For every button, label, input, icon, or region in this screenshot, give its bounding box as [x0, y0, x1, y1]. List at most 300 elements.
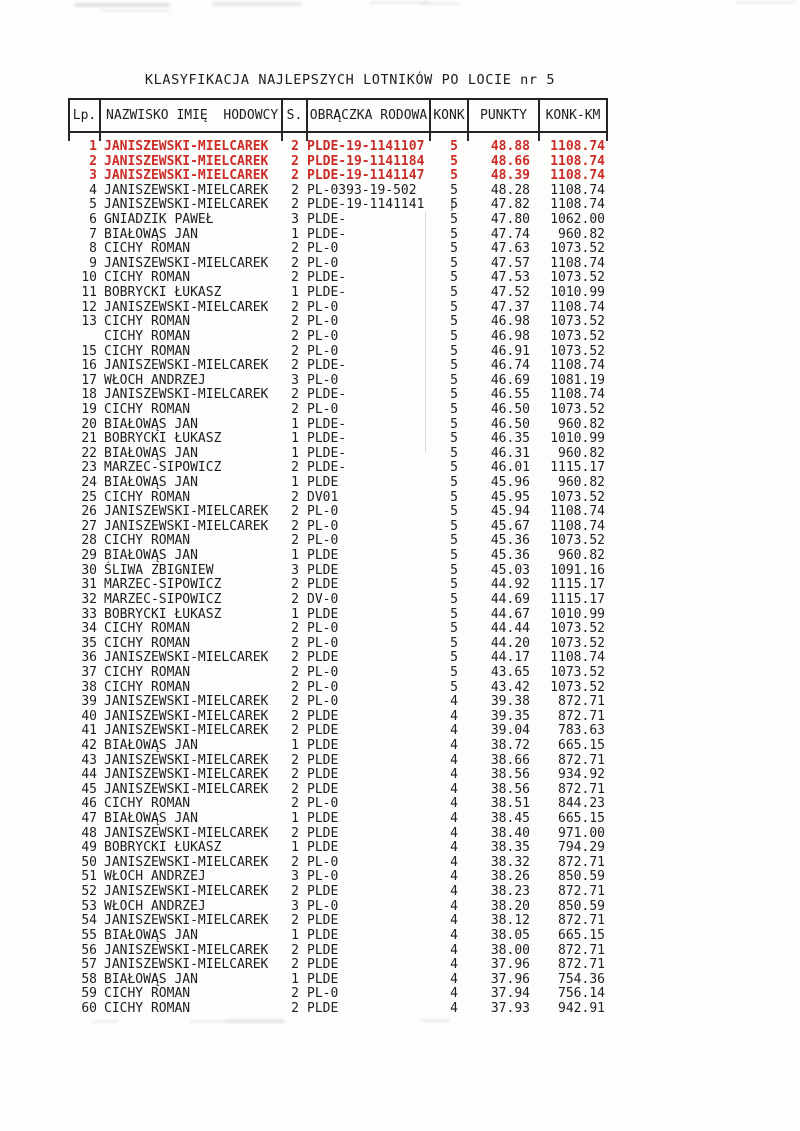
cell-punkty: 48.66	[490, 153, 530, 169]
cell-ring: PLDE-	[307, 416, 347, 432]
cell-ring: PLDE	[307, 927, 339, 943]
header-cell-sex: S.	[283, 100, 308, 131]
cell-spacer	[299, 184, 307, 199]
cell-lp: 11	[81, 285, 97, 301]
cell-ring: PLDE	[307, 825, 339, 841]
cell-lp: 1	[89, 139, 97, 154]
cell-name: JANISZEWSKI-MIELCAREK	[104, 767, 269, 783]
cell-name: JANISZEWSKI-MIELCAREK	[104, 518, 269, 534]
cell-konkkm: 872.71	[558, 913, 605, 929]
cell-konkkm: 1108.74	[550, 168, 605, 184]
cell-spacer	[299, 476, 307, 491]
table-row	[68, 242, 608, 257]
cell-konk: 5	[450, 606, 458, 622]
table-row	[68, 315, 608, 330]
cell-konk: 4	[450, 957, 458, 973]
table-row	[68, 987, 608, 1002]
cell-punkty: 47.37	[490, 299, 530, 315]
cell-spacer	[299, 198, 307, 213]
cell-konk: 5	[450, 358, 458, 374]
cell-spacer	[97, 754, 104, 769]
cell-name: BIAŁOWĄS JAN	[104, 548, 198, 564]
cell-sex: 2	[291, 139, 299, 154]
table-row	[68, 286, 608, 301]
table-row	[68, 418, 608, 433]
cell-sex: 2	[291, 650, 299, 666]
cell-punkty: 37.93	[490, 1000, 530, 1016]
cell-konk: 4	[450, 781, 458, 797]
cell-sex: 2	[291, 518, 299, 534]
cell-konkkm: 1073.52	[550, 489, 605, 505]
cell-name: BIAŁOWĄS JAN	[104, 226, 198, 242]
cell-name: BIAŁOWĄS JAN	[104, 927, 198, 943]
cell-spacer	[299, 549, 307, 564]
cell-sex: 1	[291, 811, 299, 827]
cell-spacer	[299, 271, 307, 286]
cell-spacer	[97, 345, 104, 360]
cell-konk: 4	[450, 840, 458, 856]
cell-spacer	[299, 681, 307, 696]
cell-konk: 4	[450, 694, 458, 710]
cell-sex: 1	[291, 606, 299, 622]
cell-spacer	[97, 198, 104, 213]
cell-lp	[68, 330, 97, 345]
cell-sex: 2	[291, 577, 299, 593]
table-row	[68, 622, 608, 637]
table-row	[68, 929, 608, 944]
scan-smudge	[735, 1, 795, 4]
cell-spacer	[97, 271, 104, 286]
cell-lp: 46	[81, 796, 97, 812]
cell-name: CICHY ROMAN	[104, 328, 191, 344]
cell-spacer	[97, 549, 104, 564]
cell-lp: 31	[81, 577, 97, 593]
cell-lp: 44	[81, 767, 97, 783]
cell-konkkm: 872.71	[558, 708, 605, 724]
cell-lp: 54	[81, 913, 97, 929]
cell-lp: 49	[81, 840, 97, 856]
cell-spacer	[97, 418, 104, 433]
cell-konk: 5	[450, 212, 458, 228]
cell-konk: 4	[450, 752, 458, 768]
cell-konkkm: 1108.74	[550, 299, 605, 315]
cell-sex: 2	[291, 299, 299, 315]
cell-sex: 2	[291, 358, 299, 374]
table-row	[68, 914, 608, 929]
table-row	[68, 359, 608, 374]
table-row	[68, 447, 608, 462]
cell-name: JANISZEWSKI-MIELCAREK	[104, 884, 269, 900]
cell-spacer	[299, 491, 307, 506]
cell-konkkm: 1073.52	[550, 241, 605, 257]
cell-lp: 55	[81, 927, 97, 943]
cell-spacer	[97, 242, 104, 257]
cell-konkkm: 1073.52	[550, 401, 605, 417]
cell-konk: 5	[450, 387, 458, 403]
cell-punkty: 45.95	[490, 489, 530, 505]
cell-ring: PLDE-	[307, 212, 347, 228]
cell-lp: 17	[81, 372, 97, 388]
cell-punkty: 46.74	[490, 358, 530, 374]
table-row	[68, 681, 608, 696]
cell-punkty: 47.80	[490, 212, 530, 228]
cell-konk: 5	[450, 270, 458, 286]
cell-punkty: 38.32	[490, 854, 530, 870]
cell-punkty: 38.23	[490, 884, 530, 900]
cell-lp: 16	[81, 358, 97, 374]
cell-punkty: 37.94	[490, 986, 530, 1002]
table-row	[68, 271, 608, 286]
cell-ring: PLDE	[307, 971, 339, 987]
cell-spacer	[299, 228, 307, 243]
cell-ring: PL-0	[307, 401, 339, 417]
cell-ring: PLDE	[307, 752, 339, 768]
cell-spacer	[97, 885, 104, 900]
cell-konk: 5	[450, 621, 458, 637]
cell-sex: 2	[291, 533, 299, 549]
cell-sex: 2	[291, 635, 299, 651]
cell-spacer	[97, 359, 104, 374]
cell-punkty: 37.96	[490, 971, 530, 987]
cell-konk: 5	[450, 153, 458, 169]
table-row	[68, 637, 608, 652]
cell-spacer	[97, 841, 104, 856]
table-row	[68, 403, 608, 418]
cell-konk: 5	[450, 445, 458, 461]
cell-sex: 2	[291, 591, 299, 607]
cell-sex: 1	[291, 475, 299, 491]
cell-spacer	[97, 929, 104, 944]
cell-lp: 53	[81, 898, 97, 914]
cell-punkty: 38.56	[490, 781, 530, 797]
cell-konk: 4	[450, 811, 458, 827]
cell-lp: 2	[89, 153, 97, 169]
cell-sex: 3	[291, 212, 299, 228]
cell-spacer	[299, 622, 307, 637]
cell-spacer	[299, 783, 307, 798]
header-cell-konkkm: KONK-KM	[545, 108, 601, 123]
cell-ring: PL-0	[307, 533, 339, 549]
cell-spacer	[299, 418, 307, 433]
table-row	[68, 973, 608, 988]
cell-konk: 4	[450, 825, 458, 841]
cell-name: CICHY ROMAN	[104, 401, 191, 417]
cell-sex: 2	[291, 1000, 299, 1016]
cell-konkkm: 1062.00	[550, 212, 605, 228]
cell-lp: 15	[81, 343, 97, 359]
cell-name: BIAŁOWĄS JAN	[104, 445, 198, 461]
cell-ring: PLDE-19-1141147	[307, 168, 425, 184]
cell-konk: 5	[450, 328, 458, 344]
cell-konk: 4	[450, 737, 458, 753]
table-row	[68, 1002, 608, 1017]
scan-smudge	[92, 1020, 118, 1023]
cell-spacer	[299, 403, 307, 418]
cell-konkkm: 960.82	[558, 548, 605, 564]
cell-name: BIAŁOWĄS JAN	[104, 737, 198, 753]
cell-name: JANISZEWSKI-MIELCAREK	[104, 913, 269, 929]
cell-spacer	[97, 432, 104, 447]
cell-ring: PLDE	[307, 840, 339, 856]
cell-lp: 21	[81, 431, 97, 447]
cell-ring: PLDE	[307, 562, 339, 578]
cell-sex: 3	[291, 562, 299, 578]
table-row	[68, 885, 608, 900]
cell-sex: 1	[291, 927, 299, 943]
cell-spacer	[299, 374, 307, 389]
cell-spacer	[299, 929, 307, 944]
cell-konkkm: 872.71	[558, 781, 605, 797]
cell-lp: 33	[81, 606, 97, 622]
cell-konkkm: 960.82	[558, 226, 605, 242]
table-row	[68, 184, 608, 199]
cell-sex: 3	[291, 898, 299, 914]
cell-konk: 5	[450, 314, 458, 330]
cell-ring: PL-0	[307, 241, 339, 257]
cell-spacer	[97, 797, 104, 812]
scan-smudge	[225, 1019, 285, 1023]
cell-konkkm: 1108.74	[550, 182, 605, 198]
cell-ring: PLDE	[307, 957, 339, 973]
cell-punkty: 43.42	[490, 679, 530, 695]
cell-spacer	[97, 812, 104, 827]
cell-sex: 2	[291, 168, 299, 184]
cell-sex: 2	[291, 387, 299, 403]
scan-smudge	[190, 1020, 226, 1023]
cell-spacer	[97, 958, 104, 973]
cell-konk: 4	[450, 1000, 458, 1016]
cell-spacer	[299, 520, 307, 535]
table-row	[68, 155, 608, 170]
cell-name: BOBRYCKI ŁUKASZ	[104, 606, 222, 622]
scan-smudge	[420, 1019, 450, 1022]
cell-spacer	[299, 958, 307, 973]
cell-spacer	[97, 593, 104, 608]
cell-spacer	[299, 345, 307, 360]
cell-punkty: 46.35	[490, 431, 530, 447]
cell-ring: PL-0	[307, 314, 339, 330]
cell-name: BIAŁOWĄS JAN	[104, 971, 198, 987]
cell-punkty: 44.69	[490, 591, 530, 607]
cell-konkkm: 1108.74	[550, 197, 605, 213]
cell-spacer	[299, 432, 307, 447]
table-row	[68, 651, 608, 666]
cell-lp: 42	[81, 737, 97, 753]
table-row	[68, 783, 608, 798]
cell-sex: 2	[291, 314, 299, 330]
table-row	[68, 768, 608, 783]
cell-ring: PL-0	[307, 518, 339, 534]
table-row	[68, 666, 608, 681]
cell-konkkm: 942.91	[558, 1000, 605, 1016]
header-cell-konk: KONK	[431, 100, 469, 131]
cell-lp: 47	[81, 811, 97, 827]
cell-spacer	[97, 564, 104, 579]
cell-lp: 29	[81, 548, 97, 564]
cell-lp: 10	[81, 270, 97, 286]
cell-punkty: 38.20	[490, 898, 530, 914]
cell-ring: PL-0	[307, 635, 339, 651]
cell-name: JANISZEWSKI-MIELCAREK	[104, 781, 269, 797]
cell-konkkm: 934.92	[558, 767, 605, 783]
cell-name: CICHY ROMAN	[104, 986, 191, 1002]
cell-ring: PL-0	[307, 796, 339, 812]
cell-konkkm: 1010.99	[550, 606, 605, 622]
cell-sex: 2	[291, 460, 299, 476]
cell-punkty: 46.31	[490, 445, 530, 461]
cell-konk: 4	[450, 971, 458, 987]
cell-punkty: 46.91	[490, 343, 530, 359]
table-row	[68, 870, 608, 885]
cell-punkty: 47.63	[490, 241, 530, 257]
cell-konk: 5	[450, 518, 458, 534]
cell-spacer	[299, 695, 307, 710]
cell-lp: 45	[81, 781, 97, 797]
cell-ring: PLDE	[307, 475, 339, 491]
cell-name: JANISZEWSKI-MIELCAREK	[104, 854, 269, 870]
cell-lp: 41	[81, 723, 97, 739]
cell-ring: PL-0	[307, 664, 339, 680]
cell-lp: 9	[89, 255, 97, 271]
cell-spacer	[299, 812, 307, 827]
cell-spacer	[97, 914, 104, 929]
table-row	[68, 491, 608, 506]
cell-spacer	[299, 827, 307, 842]
cell-konk: 5	[450, 577, 458, 593]
cell-punkty: 46.50	[490, 416, 530, 432]
table-row	[68, 578, 608, 593]
cell-lp: 6	[89, 212, 97, 228]
cell-konk: 5	[450, 475, 458, 491]
table-row	[68, 856, 608, 871]
table-row	[68, 812, 608, 827]
cell-konk: 5	[450, 168, 458, 184]
cell-konk: 5	[450, 562, 458, 578]
cell-spacer	[97, 1002, 104, 1017]
cell-sex: 1	[291, 431, 299, 447]
cell-lp: 26	[81, 504, 97, 520]
cell-spacer	[299, 870, 307, 885]
cell-sex: 2	[291, 884, 299, 900]
cell-punkty: 48.28	[490, 182, 530, 198]
cell-name: JANISZEWSKI-MIELCAREK	[104, 957, 269, 973]
cell-punkty: 46.01	[490, 460, 530, 476]
cell-punkty: 47.52	[490, 285, 530, 301]
cell-name: CICHY ROMAN	[104, 679, 191, 695]
cell-konkkm: 1081.19	[550, 372, 605, 388]
header-cell-ring: OBRĄCZKA RODOWA	[308, 100, 431, 131]
cell-name: BIAŁOWĄS JAN	[104, 475, 198, 491]
cell-sex: 1	[291, 548, 299, 564]
cell-spacer	[97, 900, 104, 915]
cell-lp: 30	[81, 562, 97, 578]
cell-konkkm: 872.71	[558, 957, 605, 973]
document-title: KLASYFIKACJA NAJLEPSZYCH LOTNIKÓW PO LOCIE nr 5	[144, 72, 556, 88]
cell-spacer	[97, 578, 104, 593]
cell-lp: 20	[81, 416, 97, 432]
cell-ring: DV-0	[307, 591, 339, 607]
cell-konkkm: 1108.74	[550, 650, 605, 666]
cell-ring: PLDE-19-1141184	[307, 153, 425, 169]
table-row	[68, 374, 608, 389]
cell-punkty: 47.82	[490, 197, 530, 213]
table-row	[68, 710, 608, 725]
cell-konkkm: 1108.74	[550, 518, 605, 534]
cell-punkty: 47.57	[490, 255, 530, 271]
cell-punkty: 44.17	[490, 650, 530, 666]
cell-name: JANISZEWSKI-MIELCAREK	[104, 942, 269, 958]
cell-sex: 1	[291, 840, 299, 856]
cell-punkty: 47.53	[490, 270, 530, 286]
cell-konkkm: 665.15	[558, 737, 605, 753]
cell-konk: 5	[450, 650, 458, 666]
cell-konk: 5	[450, 226, 458, 242]
cell-sex: 2	[291, 957, 299, 973]
cell-name: CICHY ROMAN	[104, 314, 191, 330]
cell-spacer	[299, 213, 307, 228]
cell-name: WŁOCH ANDRZEJ	[104, 898, 206, 914]
cell-lp: 12	[81, 299, 97, 315]
cell-name: JANISZEWSKI-MIELCAREK	[104, 723, 269, 739]
cell-spacer	[299, 564, 307, 579]
cell-spacer	[97, 768, 104, 783]
cell-spacer	[299, 768, 307, 783]
cell-konkkm: 1073.52	[550, 533, 605, 549]
cell-spacer	[299, 637, 307, 652]
cell-punkty: 45.36	[490, 533, 530, 549]
cell-name: WŁOCH ANDRZEJ	[104, 869, 206, 885]
cell-name: BIAŁOWĄS JAN	[104, 811, 198, 827]
cell-spacer	[97, 973, 104, 988]
cell-konkkm: 971.00	[558, 825, 605, 841]
cell-ring: PLDE	[307, 942, 339, 958]
cell-ring: PLDE-	[307, 387, 347, 403]
cell-ring: PLDE	[307, 1000, 339, 1016]
cell-konk: 5	[450, 401, 458, 417]
cell-punkty: 46.50	[490, 401, 530, 417]
cell-punkty: 38.72	[490, 737, 530, 753]
cell-lp: 28	[81, 533, 97, 549]
cell-spacer	[97, 724, 104, 739]
cell-konk: 5	[450, 504, 458, 520]
cell-konkkm: 850.59	[558, 869, 605, 885]
cell-ring: PL-0	[307, 898, 339, 914]
cell-punkty: 38.00	[490, 942, 530, 958]
cell-sex: 2	[291, 621, 299, 637]
cell-spacer	[97, 301, 104, 316]
table-row	[68, 257, 608, 272]
cell-sex: 2	[291, 489, 299, 505]
cell-sex: 2	[291, 197, 299, 213]
cell-spacer	[97, 622, 104, 637]
cell-ring: PLDE-	[307, 358, 347, 374]
cell-lp: 59	[81, 986, 97, 1002]
cell-spacer	[299, 330, 307, 345]
cell-konk: 4	[450, 913, 458, 929]
cell-spacer	[299, 286, 307, 301]
cell-konkkm: 783.63	[558, 723, 605, 739]
cell-lp: 56	[81, 942, 97, 958]
cell-spacer	[299, 710, 307, 725]
cell-konk: 5	[450, 343, 458, 359]
cell-konk: 5	[450, 372, 458, 388]
cell-punkty: 45.36	[490, 548, 530, 564]
cell-name: JANISZEWSKI-MIELCAREK	[104, 694, 269, 710]
cell-sex: 2	[291, 153, 299, 169]
cell-ring: PLDE	[307, 884, 339, 900]
cell-spacer	[299, 841, 307, 856]
cell-spacer	[97, 827, 104, 842]
